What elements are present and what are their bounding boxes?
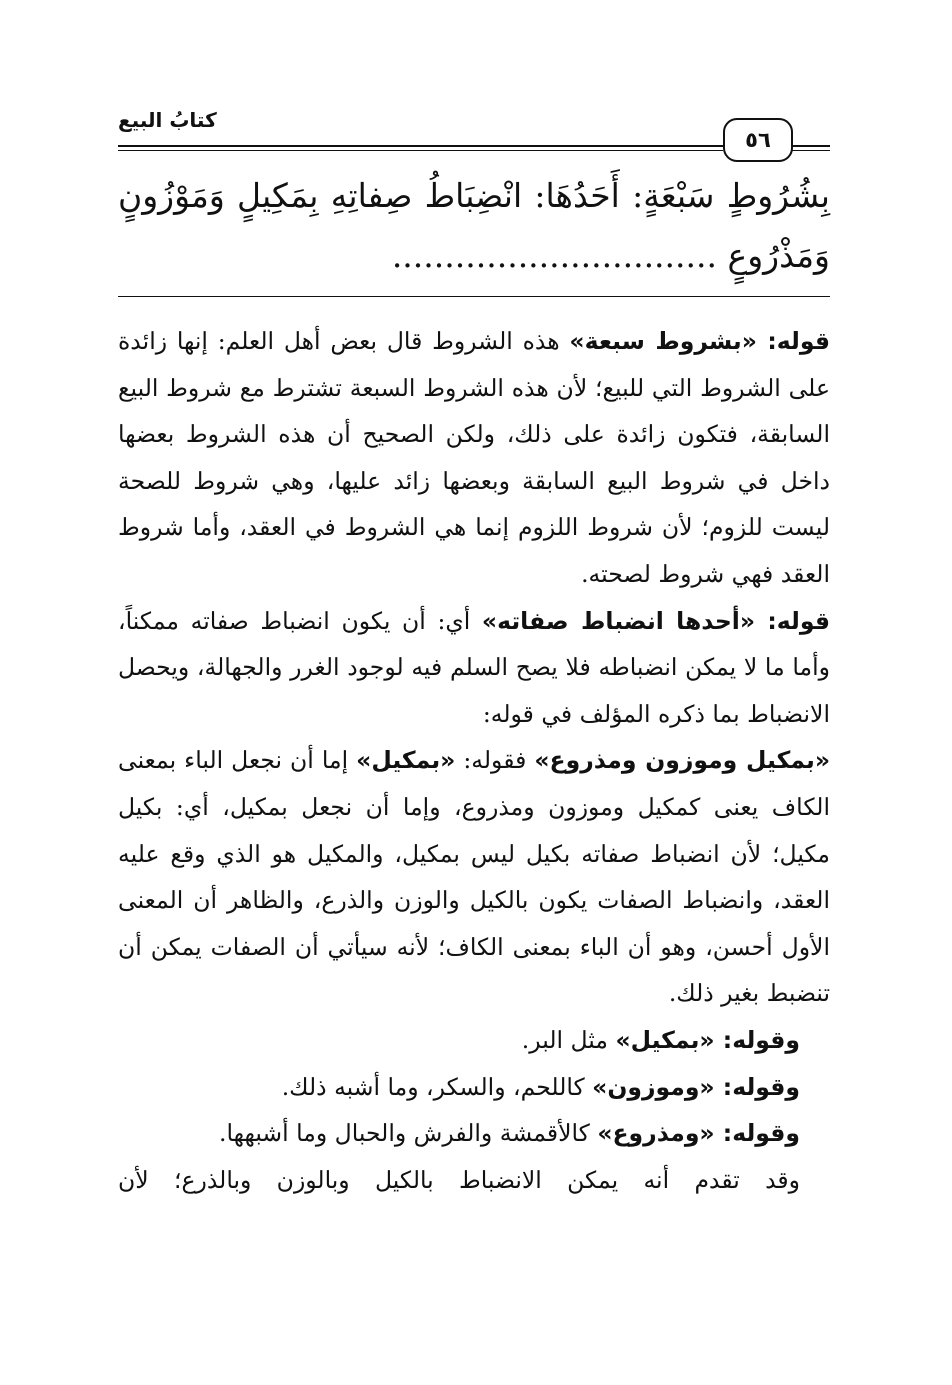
paragraph-1-keyword: قوله: «بشروط سبعة» xyxy=(569,327,830,355)
paragraph-4-text: مثل البر. xyxy=(521,1025,616,1054)
paragraph-3-keyword: «بمكيل وموزون ومذروع» xyxy=(534,746,831,775)
header-rule-thin xyxy=(118,150,723,151)
paragraph-4-keyword: وقوله: «بمكيل» xyxy=(615,1025,800,1054)
paragraph-7-text: وقد تقدم أنه يمكن الانضباط بالكيل وبالوزن وبالذرع؛ لأن xyxy=(118,1165,800,1194)
paragraph-6-keyword: وقوله: «ومذروع» xyxy=(597,1119,800,1148)
matn-body: بِشُرُوطٍ سَبْعَةٍ: أَحَدُهَا: انْضِبَاطُ صِفاتِهِ بِمَكِيلٍ وَمَوْزُونٍ وَمَذْرُوعٍ xyxy=(118,176,830,275)
paragraph-3-text-b: إما أن نجعل الباء بمعنى الكاف يعنى كمكيل وموزون ومذروع، وإما أن نجعل بمكيل، أي: بكيل مكيل؛ لأن انضباط صفاته بكيل ليس بمكيل، والمكيل هو الذي وقع عليه العقد، وانضباط الصفات يكون بالكيل والوزن والذرع، والظاهر أن المعنى الأول أحسن، وهو أن الباء بمعنى الكاف؛ لأنه سيأتي أن الصفات يمكن أن تنضبط بغير ذلك. xyxy=(118,746,830,1008)
paragraph-6-text: كالأقمشة والفرش والحبال وما أشبهها. xyxy=(219,1119,598,1148)
paragraph-6 xyxy=(118,1110,830,1157)
paragraph-5-keyword: وقوله: «وموزون» xyxy=(592,1072,800,1101)
running-header-title: كتابُ البيع xyxy=(118,108,217,132)
paragraph-2-keyword: قوله: «أحدها انضباط صفاته» xyxy=(481,606,830,635)
paragraph-3 xyxy=(118,737,830,1017)
matn-dots: ............................... xyxy=(391,236,717,275)
paragraph-2-text: أي: أن يكون انضباط صفاته ممكناً، وأما ما لا يمكن انضباطه فلا يصح السلم فيه لوجود الغرر والجهالة، ويحصل الانضباط بما ذكره المؤلف في قوله: xyxy=(118,606,830,728)
paragraph-3-keyword-b: «بمكيل» xyxy=(356,746,456,775)
page-number-badge xyxy=(723,118,793,162)
header-rule xyxy=(118,145,723,147)
paragraph-5 xyxy=(118,1064,830,1111)
header-rule-right-thin xyxy=(790,150,830,151)
paragraph-1-text: هذه الشروط قال بعض أهل العلم: إنها زائدة على الشروط التي للبيع؛ لأن هذه الشروط السبعة تشترط مع شروط البيع السابقة، فتكون زائدة على ذلك، ولكن الصحيح أن هذه الشروط بعضها داخل في شروط البيع السابقة وبعضها زائد عليها، وهي شروط للصحة ليست للزوم؛ لأن شروط اللزوم إنما هي الشروط في العقد، وأما شروط العقد فهي شروط لصحته. xyxy=(118,327,830,588)
matn-divider xyxy=(118,296,830,297)
matn-text xyxy=(118,166,830,286)
paragraph-3-text-a: فقوله: xyxy=(455,746,535,775)
paragraph-4 xyxy=(118,1017,830,1064)
paragraph-1 xyxy=(118,318,830,598)
header-rule-right xyxy=(790,145,830,147)
page-number: ٥٦ xyxy=(745,128,771,152)
commentary xyxy=(118,318,830,1203)
paragraph-2 xyxy=(118,598,830,738)
paragraph-5-text: كاللحم، والسكر، وما أشبه ذلك. xyxy=(281,1072,593,1101)
paragraph-7 xyxy=(118,1157,830,1204)
